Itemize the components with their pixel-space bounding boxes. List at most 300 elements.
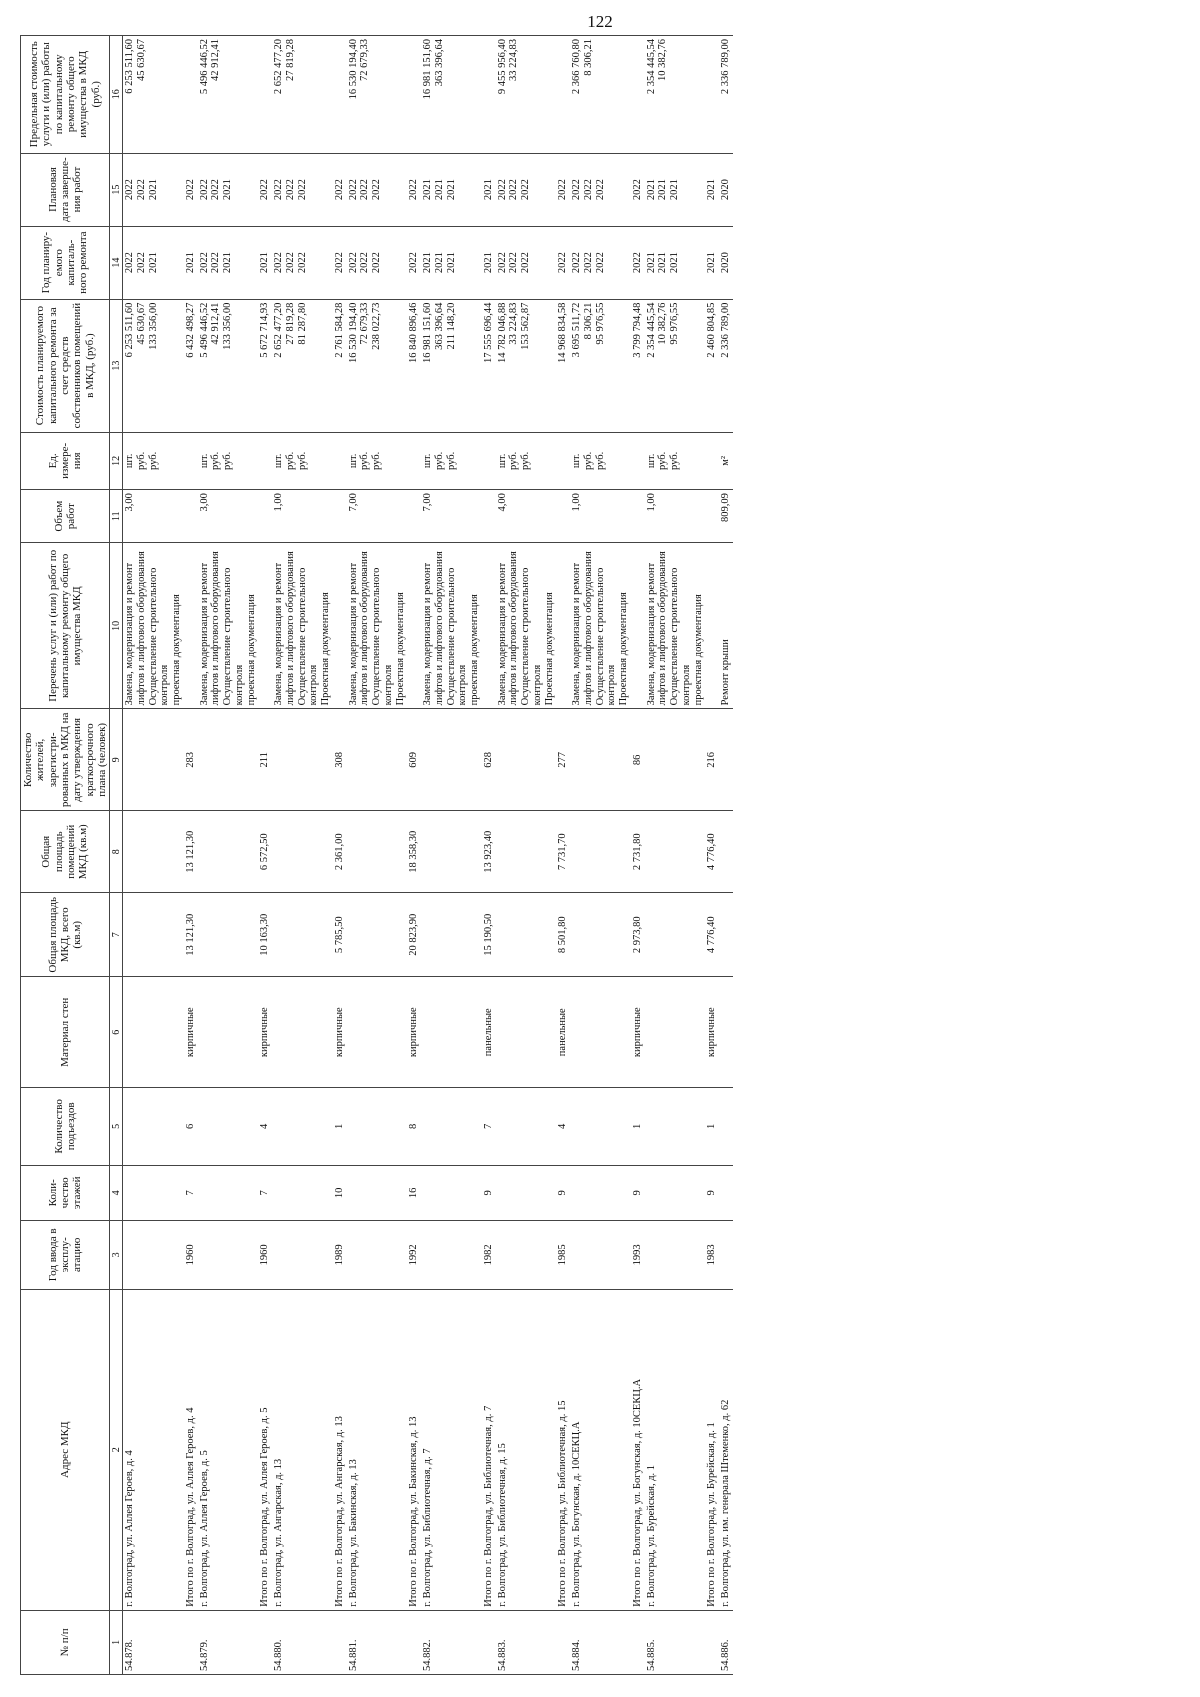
wall-material bbox=[570, 977, 631, 1088]
table-body bbox=[123, 36, 733, 1675]
area-total bbox=[719, 893, 733, 977]
entrances bbox=[123, 1088, 184, 1166]
wall-material bbox=[719, 977, 733, 1088]
area-rooms bbox=[496, 811, 557, 893]
work-item-cell bbox=[570, 543, 631, 709]
limit-cost: 2 354 445,54 bbox=[645, 39, 657, 95]
limit-cost-cell bbox=[347, 36, 408, 154]
plan-year-cell bbox=[184, 226, 198, 299]
end-date: 2022 bbox=[273, 179, 285, 201]
header-cell: Адрес МКД bbox=[21, 1289, 110, 1610]
table-row bbox=[705, 36, 719, 1675]
limit-cost-cell bbox=[631, 36, 645, 154]
wall-material bbox=[421, 977, 482, 1088]
end-date: 2022 bbox=[371, 179, 383, 201]
end-date: 2022 bbox=[408, 179, 420, 201]
entrances: 6 bbox=[184, 1088, 198, 1166]
year-built: 1992 bbox=[407, 1220, 421, 1289]
limit-cost: 9 455 956,40 bbox=[496, 39, 508, 95]
cost: 2 354 445,54 bbox=[645, 302, 657, 358]
cost-cell bbox=[482, 299, 496, 432]
residents bbox=[347, 709, 408, 811]
capital-repair-table bbox=[20, 35, 733, 1675]
work-item-cell bbox=[421, 543, 482, 709]
work-item-cell bbox=[272, 543, 333, 709]
unit: руб. bbox=[433, 451, 445, 470]
limit-cost-cell bbox=[421, 36, 482, 154]
residents: 216 bbox=[705, 709, 719, 811]
address: Итого по г. Волгоград, ул. Библиотечная, д. 15 bbox=[556, 1289, 570, 1610]
cost: 8 306,21 bbox=[582, 302, 594, 340]
unit: шт. bbox=[422, 453, 434, 469]
column-number: 7 bbox=[110, 893, 123, 977]
table-row bbox=[570, 36, 631, 1675]
header-cell: Ед. измере-ния bbox=[21, 432, 110, 490]
entrances: 4 bbox=[258, 1088, 272, 1166]
work-item: Осуществление строительного контроля bbox=[222, 567, 245, 706]
column-number: 4 bbox=[110, 1165, 123, 1220]
unit: шт. bbox=[571, 453, 583, 469]
floors bbox=[198, 1165, 259, 1220]
plan-year: 2021 bbox=[147, 252, 159, 274]
end-date-cell bbox=[123, 153, 184, 226]
unit-cell bbox=[407, 432, 421, 490]
area-rooms bbox=[347, 811, 408, 893]
work-item-cell bbox=[123, 543, 184, 709]
work-item: проектная документация bbox=[171, 594, 183, 706]
rotated-page bbox=[20, 35, 1170, 1675]
year-built: 1982 bbox=[482, 1220, 496, 1289]
limit-cost-cell bbox=[570, 36, 631, 154]
unit: шт. bbox=[198, 453, 210, 469]
cost: 5 496 446,52 bbox=[198, 302, 210, 358]
plan-year: 2022 bbox=[496, 252, 508, 274]
cost-cell bbox=[184, 299, 198, 432]
column-number: 10 bbox=[110, 543, 123, 709]
work-item-cell bbox=[645, 543, 706, 709]
plan-year-cell bbox=[333, 226, 347, 299]
cost: 45 630,67 bbox=[135, 302, 147, 345]
floors bbox=[421, 1165, 482, 1220]
header-cell: Стоимость планируемого капитального ремонта за счет средств собственников помещений в МКД, (руб.) bbox=[21, 299, 110, 432]
area-total bbox=[421, 893, 482, 977]
end-date-cell bbox=[258, 153, 272, 226]
page-number: 122 bbox=[587, 12, 613, 31]
wall-material: панельные bbox=[482, 977, 496, 1088]
volume-cell bbox=[482, 490, 496, 543]
cost: 2 460 804,85 bbox=[706, 302, 718, 358]
cost: 17 555 696,44 bbox=[482, 302, 494, 364]
table-row bbox=[198, 36, 259, 1675]
work-item-cell bbox=[198, 543, 259, 709]
limit-cost: 10 382,76 bbox=[657, 39, 669, 81]
row-number: 54.886. bbox=[719, 1610, 733, 1674]
area-rooms: 13 121,30 bbox=[184, 811, 198, 893]
work-item-cell bbox=[631, 543, 645, 709]
unit-cell bbox=[184, 432, 198, 490]
residents bbox=[123, 709, 184, 811]
end-date-cell bbox=[347, 153, 408, 226]
limit-cost: 6 253 511,60 bbox=[124, 39, 136, 94]
cost-cell bbox=[570, 299, 631, 432]
header-cell: Год планиру-емого капиталь-ного ремонта bbox=[21, 226, 110, 299]
area-total: 10 163,30 bbox=[258, 893, 272, 977]
year-built bbox=[421, 1220, 482, 1289]
header-cell: Количество жителей, зарегистри-рованных в МКД на дату утверждения краткосрочного плана (человек) bbox=[21, 709, 110, 811]
header-cell: Перечень услуг и (или) работ по капитальному ремонту общего имущества МКД bbox=[21, 543, 110, 709]
area-total: 15 190,50 bbox=[482, 893, 496, 977]
area-rooms bbox=[421, 811, 482, 893]
row-number: 54.881. bbox=[347, 1610, 408, 1674]
cost-cell bbox=[258, 299, 272, 432]
unit-cell bbox=[556, 432, 570, 490]
volume-cell bbox=[123, 490, 184, 543]
address: Итого по г. Волгоград, ул. Аллея Героев, д. 5 bbox=[258, 1289, 272, 1610]
area-rooms: 2 361,00 bbox=[333, 811, 347, 893]
column-number: 6 bbox=[110, 977, 123, 1088]
end-date: 2022 bbox=[198, 179, 210, 201]
table-row bbox=[645, 36, 706, 1675]
year-built bbox=[123, 1220, 184, 1289]
volume-cell bbox=[631, 490, 645, 543]
entrances bbox=[347, 1088, 408, 1166]
area-rooms: 2 731,80 bbox=[631, 811, 645, 893]
plan-year: 2022 bbox=[273, 252, 285, 274]
work-item: Осуществление строительного контроля bbox=[147, 567, 171, 706]
year-built: 1989 bbox=[333, 1220, 347, 1289]
cost-cell bbox=[705, 299, 719, 432]
row-number: 54.880. bbox=[272, 1610, 333, 1674]
plan-year: 2021 bbox=[706, 252, 718, 274]
volume-cell bbox=[347, 490, 408, 543]
limit-cost: 42 912,41 bbox=[210, 39, 222, 81]
end-date: 2022 bbox=[259, 179, 271, 201]
cost: 2 761 584,28 bbox=[333, 302, 345, 358]
volume-cell bbox=[705, 490, 719, 543]
row-number: 54.884. bbox=[570, 1610, 631, 1674]
table-row bbox=[184, 36, 198, 1675]
floors bbox=[719, 1165, 733, 1220]
table-row bbox=[347, 36, 408, 1675]
volume-cell bbox=[645, 490, 706, 543]
limit-cost-cell bbox=[198, 36, 259, 154]
address: г. Волгоград, ул. Аллея Героев, д. 5 bbox=[198, 1289, 259, 1610]
work-item-cell bbox=[258, 543, 272, 709]
row-number bbox=[556, 1610, 570, 1674]
entrances: 1 bbox=[631, 1088, 645, 1166]
wall-material: кирпичные bbox=[258, 977, 272, 1088]
work-item: Замена, модернизация и ремонт лифтов и лифтового оборудования bbox=[124, 551, 147, 706]
cost: 238 022,73 bbox=[371, 302, 383, 350]
end-date-cell bbox=[556, 153, 570, 226]
wall-material: кирпичные bbox=[333, 977, 347, 1088]
plan-year: 2022 bbox=[198, 252, 210, 274]
plan-year: 2022 bbox=[582, 252, 594, 274]
column-number: 3 bbox=[110, 1220, 123, 1289]
residents bbox=[421, 709, 482, 811]
row-number bbox=[258, 1610, 272, 1674]
table-row bbox=[631, 36, 645, 1675]
floors: 9 bbox=[556, 1165, 570, 1220]
plan-year: 2022 bbox=[124, 252, 136, 274]
cost-cell bbox=[496, 299, 557, 432]
volume: 3,00 bbox=[198, 493, 210, 512]
plan-year: 2022 bbox=[210, 252, 222, 274]
table-row bbox=[407, 36, 421, 1675]
plan-year: 2022 bbox=[347, 252, 359, 274]
entrances bbox=[496, 1088, 557, 1166]
floors bbox=[570, 1165, 631, 1220]
year-built: 1993 bbox=[631, 1220, 645, 1289]
unit-cell bbox=[258, 432, 272, 490]
volume-cell bbox=[198, 490, 259, 543]
plan-year: 2021 bbox=[669, 252, 681, 274]
column-number: 1 bbox=[110, 1610, 123, 1674]
address: г. Волгоград, ул. им. генерала Штеменко, д. 62 bbox=[719, 1289, 733, 1610]
volume-cell bbox=[407, 490, 421, 543]
cost: 153 562,87 bbox=[520, 302, 532, 350]
plan-year-cell bbox=[258, 226, 272, 299]
unit-cell bbox=[719, 432, 733, 490]
plan-year: 2022 bbox=[296, 252, 308, 274]
limit-cost: 45 630,67 bbox=[135, 39, 147, 81]
end-date: 2022 bbox=[184, 179, 196, 201]
end-date-cell bbox=[407, 153, 421, 226]
work-item: Проектная документация bbox=[394, 592, 406, 706]
end-date: 2022 bbox=[135, 179, 147, 201]
entrances bbox=[570, 1088, 631, 1166]
table-row bbox=[719, 36, 733, 1675]
table-row bbox=[482, 36, 496, 1675]
work-item: проектная документация bbox=[245, 594, 257, 706]
column-number: 2 bbox=[110, 1289, 123, 1610]
year-built: 1985 bbox=[556, 1220, 570, 1289]
cost: 5 672 714,93 bbox=[259, 302, 271, 358]
floors: 7 bbox=[184, 1165, 198, 1220]
unit: руб. bbox=[508, 451, 520, 470]
residents: 609 bbox=[407, 709, 421, 811]
header-cell: № п/п bbox=[21, 1610, 110, 1674]
address: Итого по г. Волгоград, ул. Аллея Героев, д. 4 bbox=[184, 1289, 198, 1610]
end-date: 2022 bbox=[520, 179, 532, 201]
plan-year: 2022 bbox=[557, 252, 569, 274]
table-row bbox=[272, 36, 333, 1675]
work-item-cell bbox=[347, 543, 408, 709]
header-cell: Год ввода в эксплу-атацию bbox=[21, 1220, 110, 1289]
address: Итого по г. Волгоград, ул. Бурейская, д. 1 bbox=[705, 1289, 719, 1610]
wall-material bbox=[645, 977, 706, 1088]
volume-cell bbox=[556, 490, 570, 543]
end-date: 2021 bbox=[645, 179, 657, 201]
plan-year-cell bbox=[421, 226, 482, 299]
area-rooms bbox=[719, 811, 733, 893]
cost: 211 148,20 bbox=[445, 302, 457, 350]
limit-cost-cell bbox=[272, 36, 333, 154]
cost-cell bbox=[556, 299, 570, 432]
work-item: Осуществление строительного контроля bbox=[594, 567, 618, 706]
floors: 9 bbox=[631, 1165, 645, 1220]
end-date: 2022 bbox=[594, 179, 606, 201]
table-row bbox=[421, 36, 482, 1675]
volume: 1,00 bbox=[645, 493, 657, 512]
column-number: 12 bbox=[110, 432, 123, 490]
area-total: 8 501,80 bbox=[556, 893, 570, 977]
work-item-cell bbox=[407, 543, 421, 709]
cost-cell bbox=[198, 299, 259, 432]
cost-cell bbox=[645, 299, 706, 432]
plan-year: 2021 bbox=[445, 252, 457, 274]
end-date-cell bbox=[496, 153, 557, 226]
work-item-cell bbox=[556, 543, 570, 709]
year-built bbox=[496, 1220, 557, 1289]
plan-year: 2022 bbox=[284, 252, 296, 274]
plan-year-cell bbox=[123, 226, 184, 299]
plan-year: 2022 bbox=[408, 252, 420, 274]
end-date: 2022 bbox=[631, 179, 643, 201]
work-item: Осуществление строительного контроля bbox=[669, 567, 692, 706]
work-item: Осуществление строительного контроля bbox=[445, 567, 469, 706]
address: Итого по г. Волгоград, ул. Бакинская, д. 13 bbox=[407, 1289, 421, 1610]
area-rooms: 18 358,30 bbox=[407, 811, 421, 893]
unit: руб. bbox=[210, 451, 222, 470]
work-item: Замена, модернизация и ремонт лифтов и лифтового оборудования bbox=[422, 551, 445, 706]
entrances bbox=[198, 1088, 259, 1166]
area-total bbox=[272, 893, 333, 977]
year-built: 1983 bbox=[705, 1220, 719, 1289]
year-built bbox=[272, 1220, 333, 1289]
address: г. Волгоград, ул. Богунская, д. 10СЕКЦ.А bbox=[570, 1289, 631, 1610]
area-rooms bbox=[198, 811, 259, 893]
volume-cell bbox=[719, 490, 733, 543]
volume-cell bbox=[496, 490, 557, 543]
unit: руб. bbox=[520, 451, 532, 470]
plan-year: 2021 bbox=[482, 252, 494, 274]
unit: руб. bbox=[147, 451, 159, 470]
header-cell: Общая площадь МКД, всего (кв.м) bbox=[21, 893, 110, 977]
end-date: 2022 bbox=[347, 179, 359, 201]
limit-cost: 33 224,83 bbox=[508, 39, 520, 81]
limit-cost-cell bbox=[407, 36, 421, 154]
plan-year: 2020 bbox=[720, 252, 732, 274]
work-item-cell bbox=[333, 543, 347, 709]
floors bbox=[272, 1165, 333, 1220]
wall-material: кирпичные bbox=[407, 977, 421, 1088]
header-cell: Общая площадь помещений МКД (кв.м) bbox=[21, 811, 110, 893]
area-rooms: 4 776,40 bbox=[705, 811, 719, 893]
cost: 95 976,55 bbox=[594, 302, 606, 345]
floors: 16 bbox=[407, 1165, 421, 1220]
year-built bbox=[198, 1220, 259, 1289]
wall-material: кирпичные bbox=[631, 977, 645, 1088]
floors: 9 bbox=[482, 1165, 496, 1220]
plan-year: 2022 bbox=[371, 252, 383, 274]
column-number-row bbox=[110, 36, 123, 1675]
floors bbox=[347, 1165, 408, 1220]
plan-year: 2022 bbox=[594, 252, 606, 274]
unit: руб. bbox=[594, 451, 606, 470]
end-date: 2021 bbox=[422, 179, 434, 201]
limit-cost: 72 679,33 bbox=[359, 39, 371, 81]
cost: 6 432 498,27 bbox=[184, 302, 196, 358]
unit-cell bbox=[645, 432, 706, 490]
work-item-cell bbox=[482, 543, 496, 709]
column-number: 16 bbox=[110, 36, 123, 154]
wall-material bbox=[347, 977, 408, 1088]
plan-year: 2022 bbox=[520, 252, 532, 274]
cost: 33 224,83 bbox=[508, 302, 520, 345]
end-date: 2021 bbox=[657, 179, 669, 201]
header-cell: Коли-чество этажей bbox=[21, 1165, 110, 1220]
work-item-cell bbox=[705, 543, 719, 709]
unit: руб. bbox=[359, 451, 371, 470]
end-date: 2022 bbox=[124, 179, 136, 201]
end-date-cell bbox=[198, 153, 259, 226]
cost: 2 336 789,00 bbox=[720, 302, 732, 358]
residents: 628 bbox=[482, 709, 496, 811]
floors: 10 bbox=[333, 1165, 347, 1220]
residents bbox=[272, 709, 333, 811]
unit: шт. bbox=[645, 453, 657, 469]
year-built: 1960 bbox=[184, 1220, 198, 1289]
unit-cell bbox=[496, 432, 557, 490]
cost: 16 981 151,60 bbox=[422, 302, 434, 364]
end-date: 2022 bbox=[359, 179, 371, 201]
limit-cost-cell bbox=[258, 36, 272, 154]
plan-year-cell bbox=[347, 226, 408, 299]
end-date: 2021 bbox=[706, 179, 718, 201]
wall-material: панельные bbox=[556, 977, 570, 1088]
work-item: Осуществление строительного контроля bbox=[296, 567, 320, 706]
work-item: Проектная документация bbox=[618, 592, 630, 706]
cost: 81 287,80 bbox=[296, 302, 308, 345]
column-number: 5 bbox=[110, 1088, 123, 1166]
plan-year: 2022 bbox=[333, 252, 345, 274]
address: г. Волгоград, ул. Бурейская, д. 1 bbox=[645, 1289, 706, 1610]
end-date-cell bbox=[482, 153, 496, 226]
address: г. Волгоград, ул. Библиотечная, д. 7 bbox=[421, 1289, 482, 1610]
plan-year-cell bbox=[198, 226, 259, 299]
unit-cell bbox=[333, 432, 347, 490]
cost: 72 679,33 bbox=[359, 302, 371, 345]
cost-cell bbox=[272, 299, 333, 432]
entrances: 4 bbox=[556, 1088, 570, 1166]
unit: шт. bbox=[347, 453, 359, 469]
area-rooms bbox=[123, 811, 184, 893]
floors: 7 bbox=[258, 1165, 272, 1220]
plan-year-cell bbox=[272, 226, 333, 299]
floors bbox=[645, 1165, 706, 1220]
column-number: 14 bbox=[110, 226, 123, 299]
cost: 3 695 511,72 bbox=[571, 302, 583, 358]
area-total bbox=[198, 893, 259, 977]
floors: 9 bbox=[705, 1165, 719, 1220]
work-item: Проектная документация bbox=[543, 592, 555, 706]
row-number: 54.883. bbox=[496, 1610, 557, 1674]
plan-year: 2021 bbox=[259, 252, 271, 274]
unit: руб. bbox=[371, 451, 383, 470]
wall-material bbox=[272, 977, 333, 1088]
limit-cost: 2 652 477,20 bbox=[273, 39, 285, 95]
plan-year-cell bbox=[719, 226, 733, 299]
volume-cell bbox=[570, 490, 631, 543]
unit-cell bbox=[198, 432, 259, 490]
limit-cost-cell bbox=[333, 36, 347, 154]
row-number bbox=[407, 1610, 421, 1674]
area-total: 13 121,30 bbox=[184, 893, 198, 977]
plan-year-cell bbox=[482, 226, 496, 299]
end-date: 2021 bbox=[147, 179, 159, 201]
column-number: 13 bbox=[110, 299, 123, 432]
